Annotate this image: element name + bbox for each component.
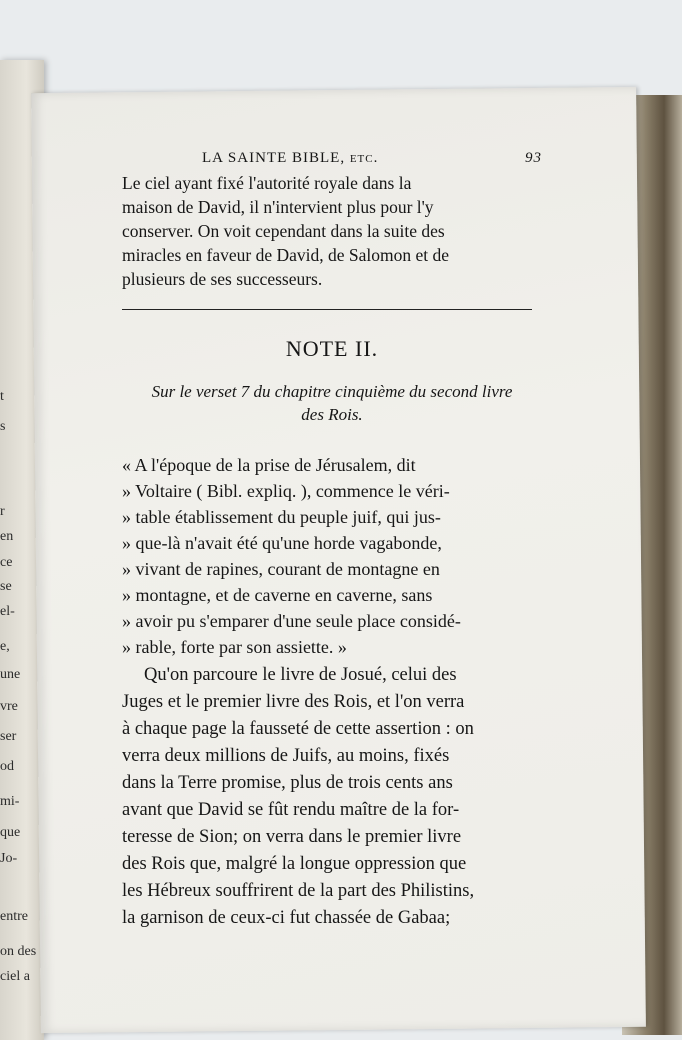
body-line: des Rois que, malgré la longue oppression que [122,854,467,874]
left-page-fragment: s [0,419,6,434]
left-page-fragment: r [0,504,5,519]
body-line: Juges et le premier livre des Rois, et l'on verra [122,692,465,712]
subtitle-line: des Rois. [301,405,363,424]
text-line: Le ciel ayant fixé l'autorité royale dans la [122,173,412,193]
quote-line: « A l'époque de la prise de Jérusalem, dit [122,455,416,475]
left-page-fragment: une [0,667,21,682]
body-line: la garnison de ceux-ci fut chassée de Gabaa; [122,908,451,928]
body-line: à chaque page la fausseté de cette assertion : on [122,719,474,739]
text-line: conserver. On voit cependant dans la suite des [122,221,445,241]
note-title: NOTE II. [285,336,379,361]
quote-line: » montagne, et de caverne en caverne, sans [122,585,433,605]
intro-paragraph [122,171,542,291]
left-page-fragment: que [0,825,21,840]
page-number: 93 [525,150,542,166]
quote-block [122,452,542,660]
quote-line: » avoir pu s'emparer d'une seule place considé- [122,611,461,631]
left-page-fragment: Jo- [0,851,18,866]
left-page-fragment: t [0,389,4,404]
left-page-fragment: vre [0,699,18,714]
body-line: les Hébreux souffrirent de la part des Philistins, [122,881,475,901]
left-page-fragment: se [0,579,12,594]
left-page-fragment: on des [0,944,37,959]
body-line: verra deux millions de Juifs, au moins, fixés [122,746,450,766]
text-line: maison de David, il n'intervient plus pour l'y [122,197,434,217]
left-page-fragment: ser [0,729,17,744]
subtitle-line: Sur le verset 7 du chapitre cinquième du second livre [151,382,513,401]
left-page-fragment: ciel a [0,969,30,984]
left-page-fragment: en [0,529,14,544]
quote-line: » vivant de rapines, courant de montagne en [122,559,440,579]
left-page-fragment: ce [0,555,13,570]
quote-line: » table établissement du peuple juif, qui jus- [122,507,441,527]
body-line: Qu'on parcoure le livre de Josué, celui des [144,665,457,685]
left-page-fragment: od [0,759,14,774]
body-paragraph [122,662,542,932]
quote-line: » rable, forte par son assiette. » [122,637,347,657]
body-line: teresse de Sion; on verra dans le premier livre [122,827,462,847]
body-line: avant que David se fût rendu maître de la for- [122,800,460,820]
quote-line: » que-là n'avait été qu'une horde vagabonde, [122,533,442,553]
text-line: miracles en faveur de David, de Salomon et de [122,245,450,265]
running-head-title: LA SAINTE BIBLE, etc. [202,150,379,166]
quote-line: » Voltaire ( Bibl. expliq. ), commence le véri- [122,481,450,501]
body-line: dans la Terre promise, plus de trois cents ans [122,773,453,793]
note-subtitle [122,380,542,426]
left-page-fragment: el- [0,604,15,619]
left-page-fragment: e, [0,639,10,654]
page-content [122,150,542,932]
text-line: plusieurs de ses successeurs. [122,269,323,289]
section-divider [122,309,532,310]
running-head [202,150,542,167]
left-page-fragment: entre [0,909,28,924]
left-page-fragment: mi- [0,794,20,809]
